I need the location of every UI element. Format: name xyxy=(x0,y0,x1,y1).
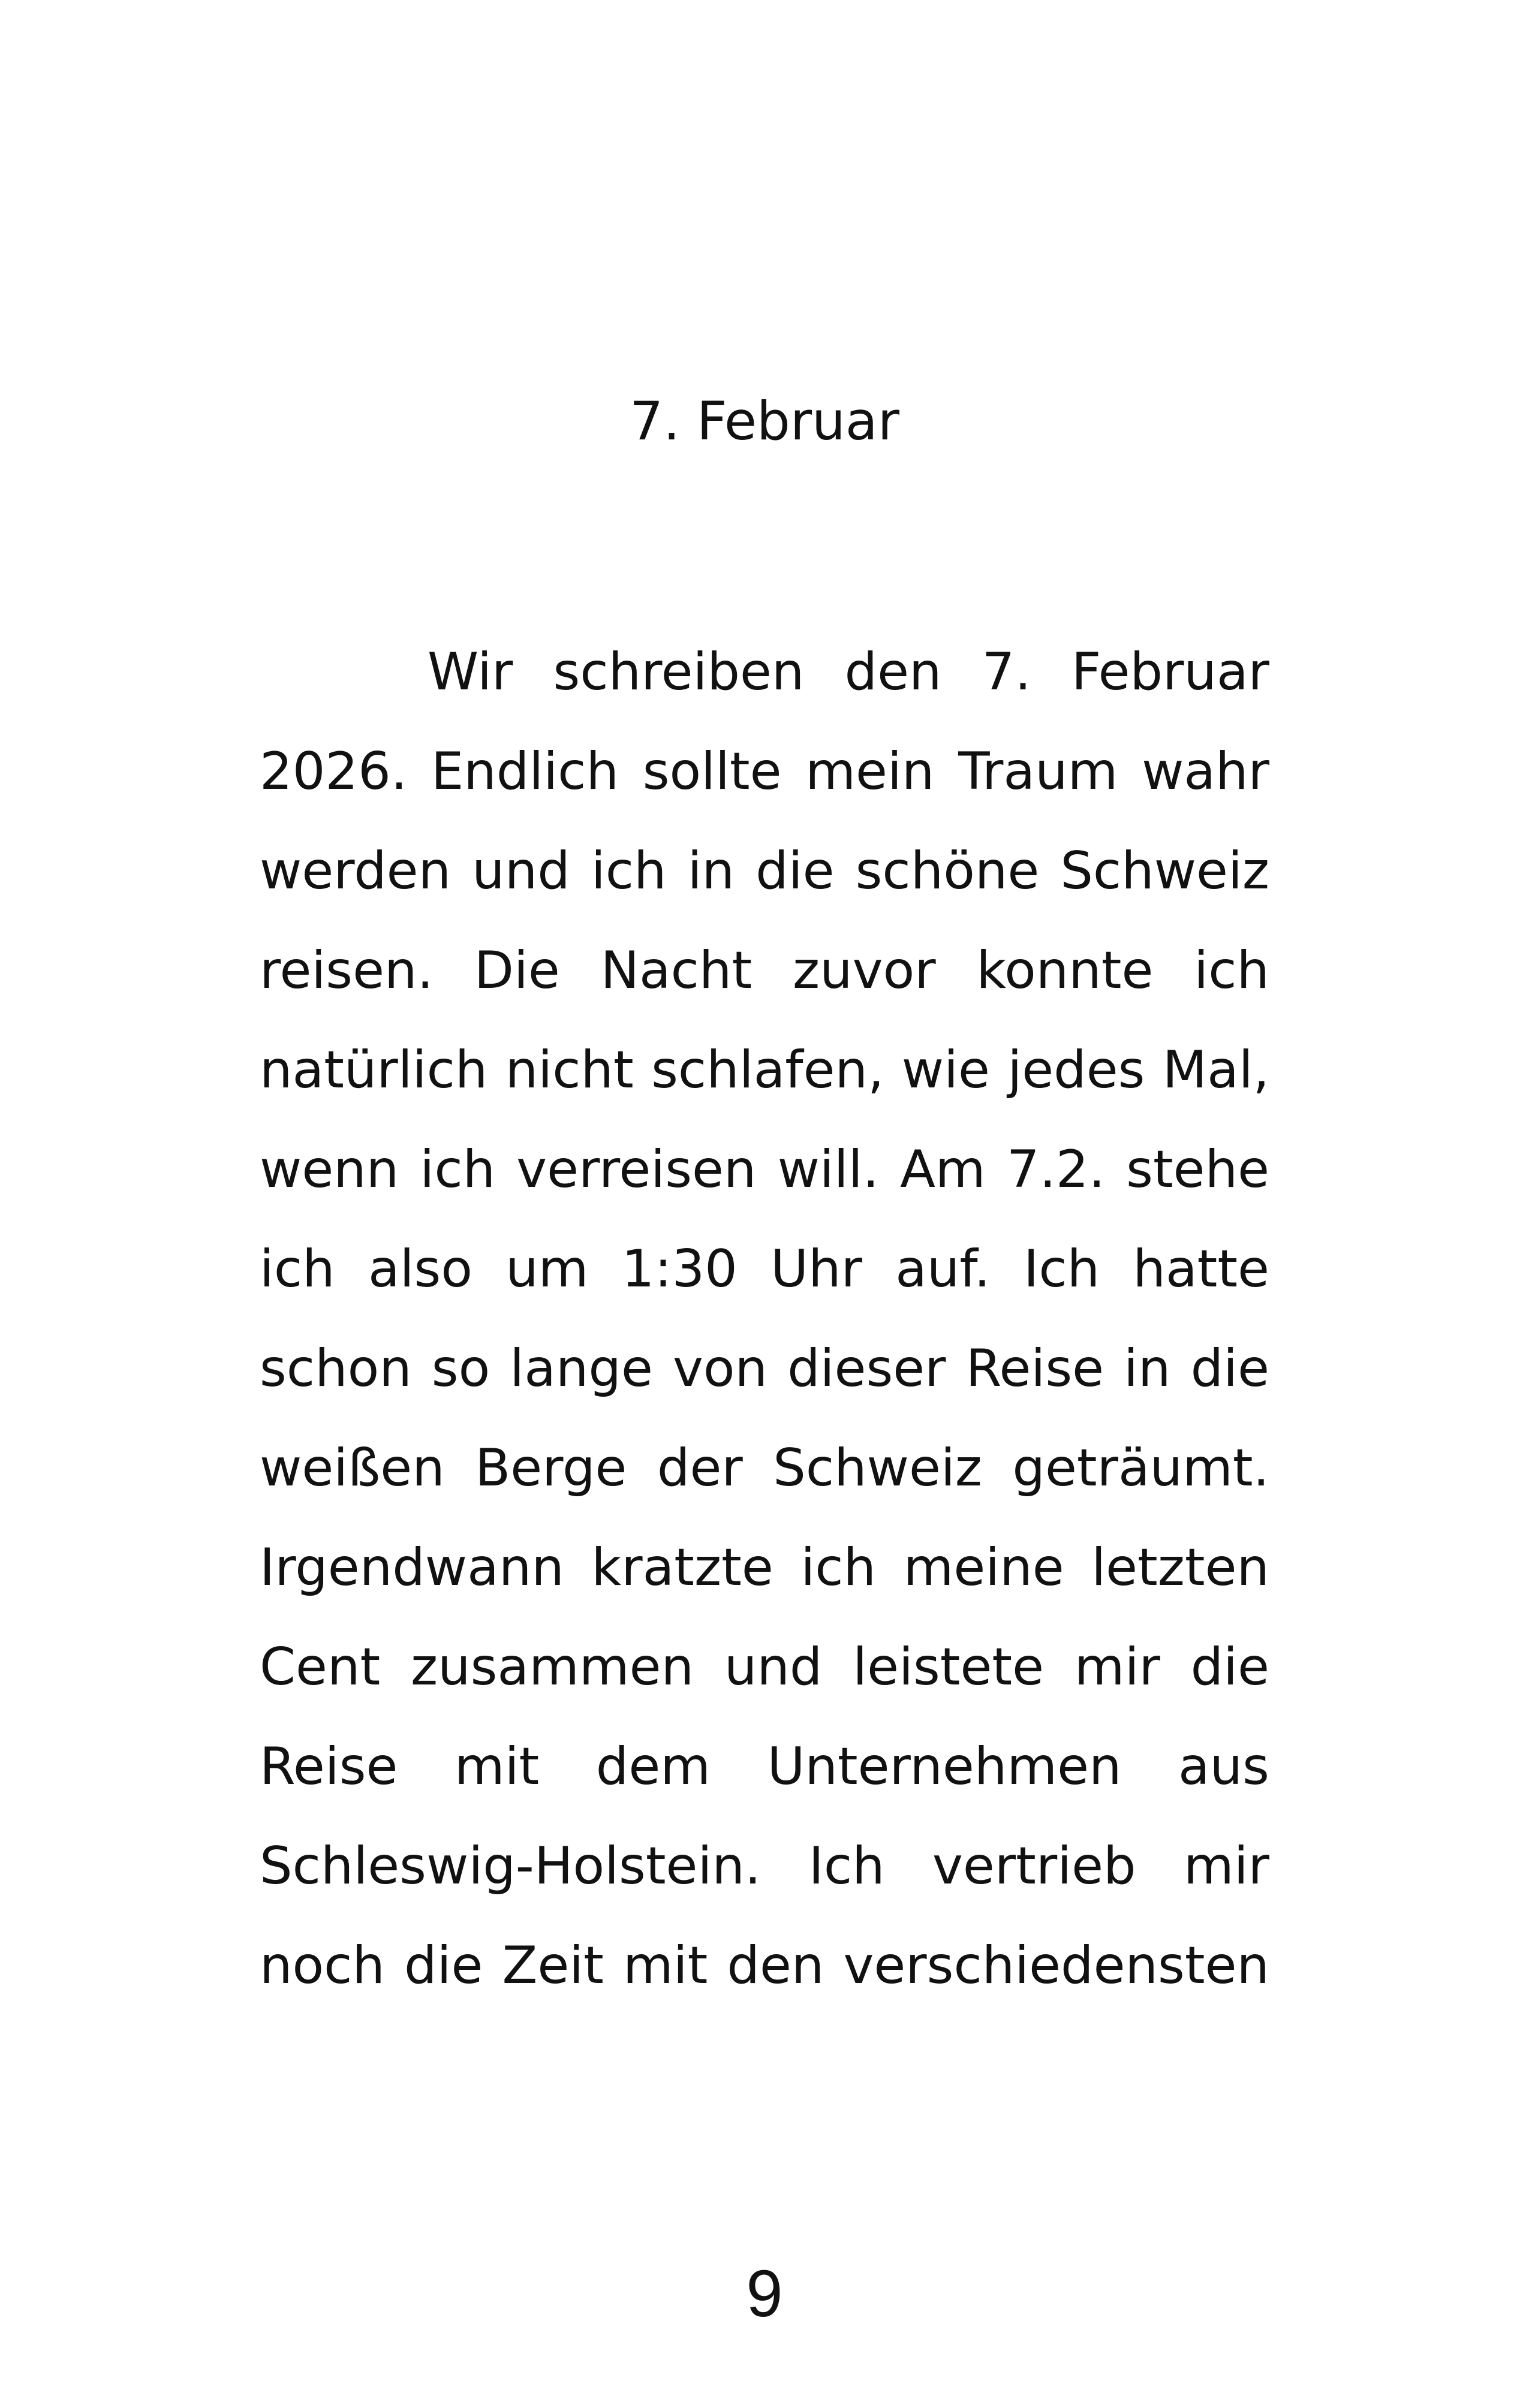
text-line: reisen. Die Nacht zuvor konnte ich xyxy=(260,941,1269,1000)
text-line: Reise mit dem Unternehmen aus xyxy=(260,1737,1269,1797)
body-paragraph xyxy=(260,622,1269,2015)
text-line: 2026. Endlich sollte mein Traum wahr xyxy=(260,742,1269,801)
text-line: Wir schreiben den 7. Februar xyxy=(428,642,1269,702)
text-line: Cent zusammen und leistete mir die xyxy=(260,1637,1269,1697)
text-line: wenn ich verreisen will. Am 7.2. stehe xyxy=(260,1140,1269,1200)
chapter-title: 7. Februar xyxy=(630,390,899,452)
text-line: natürlich nicht schlafen, wie jedes Mal, xyxy=(260,1040,1269,1100)
text-line: schon so lange von dieser Reise in die xyxy=(260,1339,1269,1399)
text-line: werden und ich in die schöne Schweiz xyxy=(260,841,1269,901)
text-line: weißen Berge der Schweiz geträumt. xyxy=(260,1438,1269,1498)
page-number: 9 xyxy=(746,2257,783,2331)
text-line: Irgendwann kratzte ich meine letzten xyxy=(260,1538,1269,1598)
text-line: ich also um 1:30 Uhr auf. Ich hatte xyxy=(260,1239,1269,1299)
text-line: Schleswig-Holstein. Ich vertrieb mir xyxy=(260,1836,1269,1896)
text-line: noch die Zeit mit den verschiedensten xyxy=(260,1936,1269,1996)
